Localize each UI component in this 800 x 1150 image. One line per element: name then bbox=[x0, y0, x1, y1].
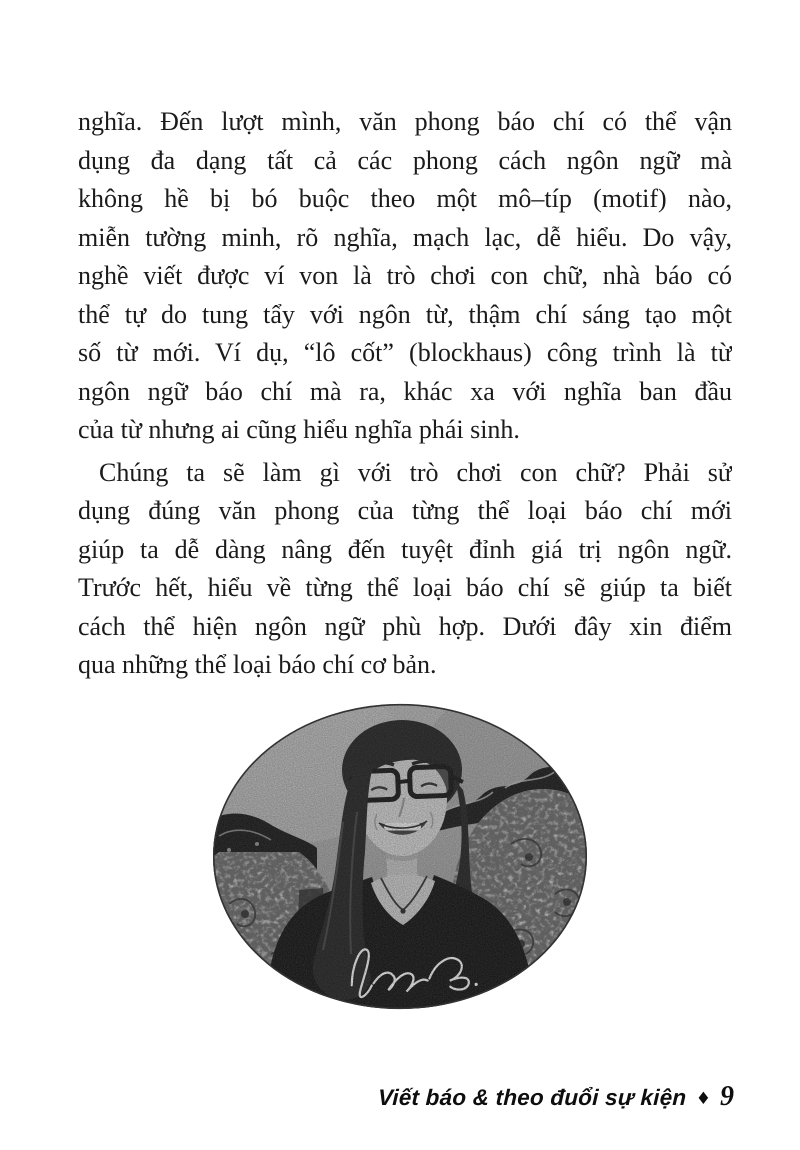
text-line: giúp ta dễ dàng nâng đến tuyệt đỉnh giá trị ngôn ngữ. bbox=[78, 534, 732, 564]
body-text bbox=[78, 103, 732, 685]
text-line: qua những thể loại báo chí cơ bản. bbox=[78, 650, 437, 679]
text-line: dụng đa dạng tất cả các phong cách ngôn ngữ mà bbox=[78, 145, 732, 175]
text-line: cách thể hiện ngôn ngữ phù hợp. Dưới đây xin điểm bbox=[78, 611, 732, 641]
text-line: thể tự do tung tẩy với ngôn từ, thậm chí sáng tạo một bbox=[78, 299, 732, 329]
page-footer bbox=[378, 1081, 734, 1113]
page-number: 9 bbox=[720, 1081, 734, 1112]
halftone-grain-overlay bbox=[211, 702, 589, 1011]
diamond-icon: ♦ bbox=[695, 1089, 711, 1109]
portrait-photo-illustration bbox=[211, 702, 589, 1011]
paragraph-2 bbox=[78, 454, 732, 685]
text-line: Chúng ta sẽ làm gì với trò chơi con chữ? Phải sử bbox=[99, 457, 732, 487]
text-line: Trước hết, hiểu về từng thể loại báo chí sẽ giúp ta biết bbox=[78, 573, 732, 602]
text-line: nghề viết được ví von là trò chơi con chữ, nhà báo có bbox=[78, 261, 732, 290]
text-line: ngôn ngữ báo chí mà ra, khác xa với nghĩa ban đầu bbox=[78, 376, 732, 406]
text-line: của từ nhưng ai cũng hiểu nghĩa phái sinh. bbox=[78, 415, 520, 444]
text-line: dụng đúng văn phong của từng thể loại báo chí mới bbox=[78, 496, 732, 525]
text-line: số từ mới. Ví dụ, “lô cốt” (blockhaus) công trình là từ bbox=[78, 338, 732, 367]
text-line: nghĩa. Đến lượt mình, văn phong báo chí có thể vận bbox=[78, 107, 732, 136]
running-title: Viết báo & theo đuổi sự kiện bbox=[377, 1085, 688, 1110]
text-line: không hề bị bó buộc theo một mô–típ (motif) nào, bbox=[78, 184, 732, 213]
paragraph-1 bbox=[78, 103, 732, 450]
portrait-photo bbox=[211, 702, 589, 1011]
text-line: miễn tường minh, rõ nghĩa, mạch lạc, dễ hiểu. Do vậy, bbox=[78, 222, 732, 252]
